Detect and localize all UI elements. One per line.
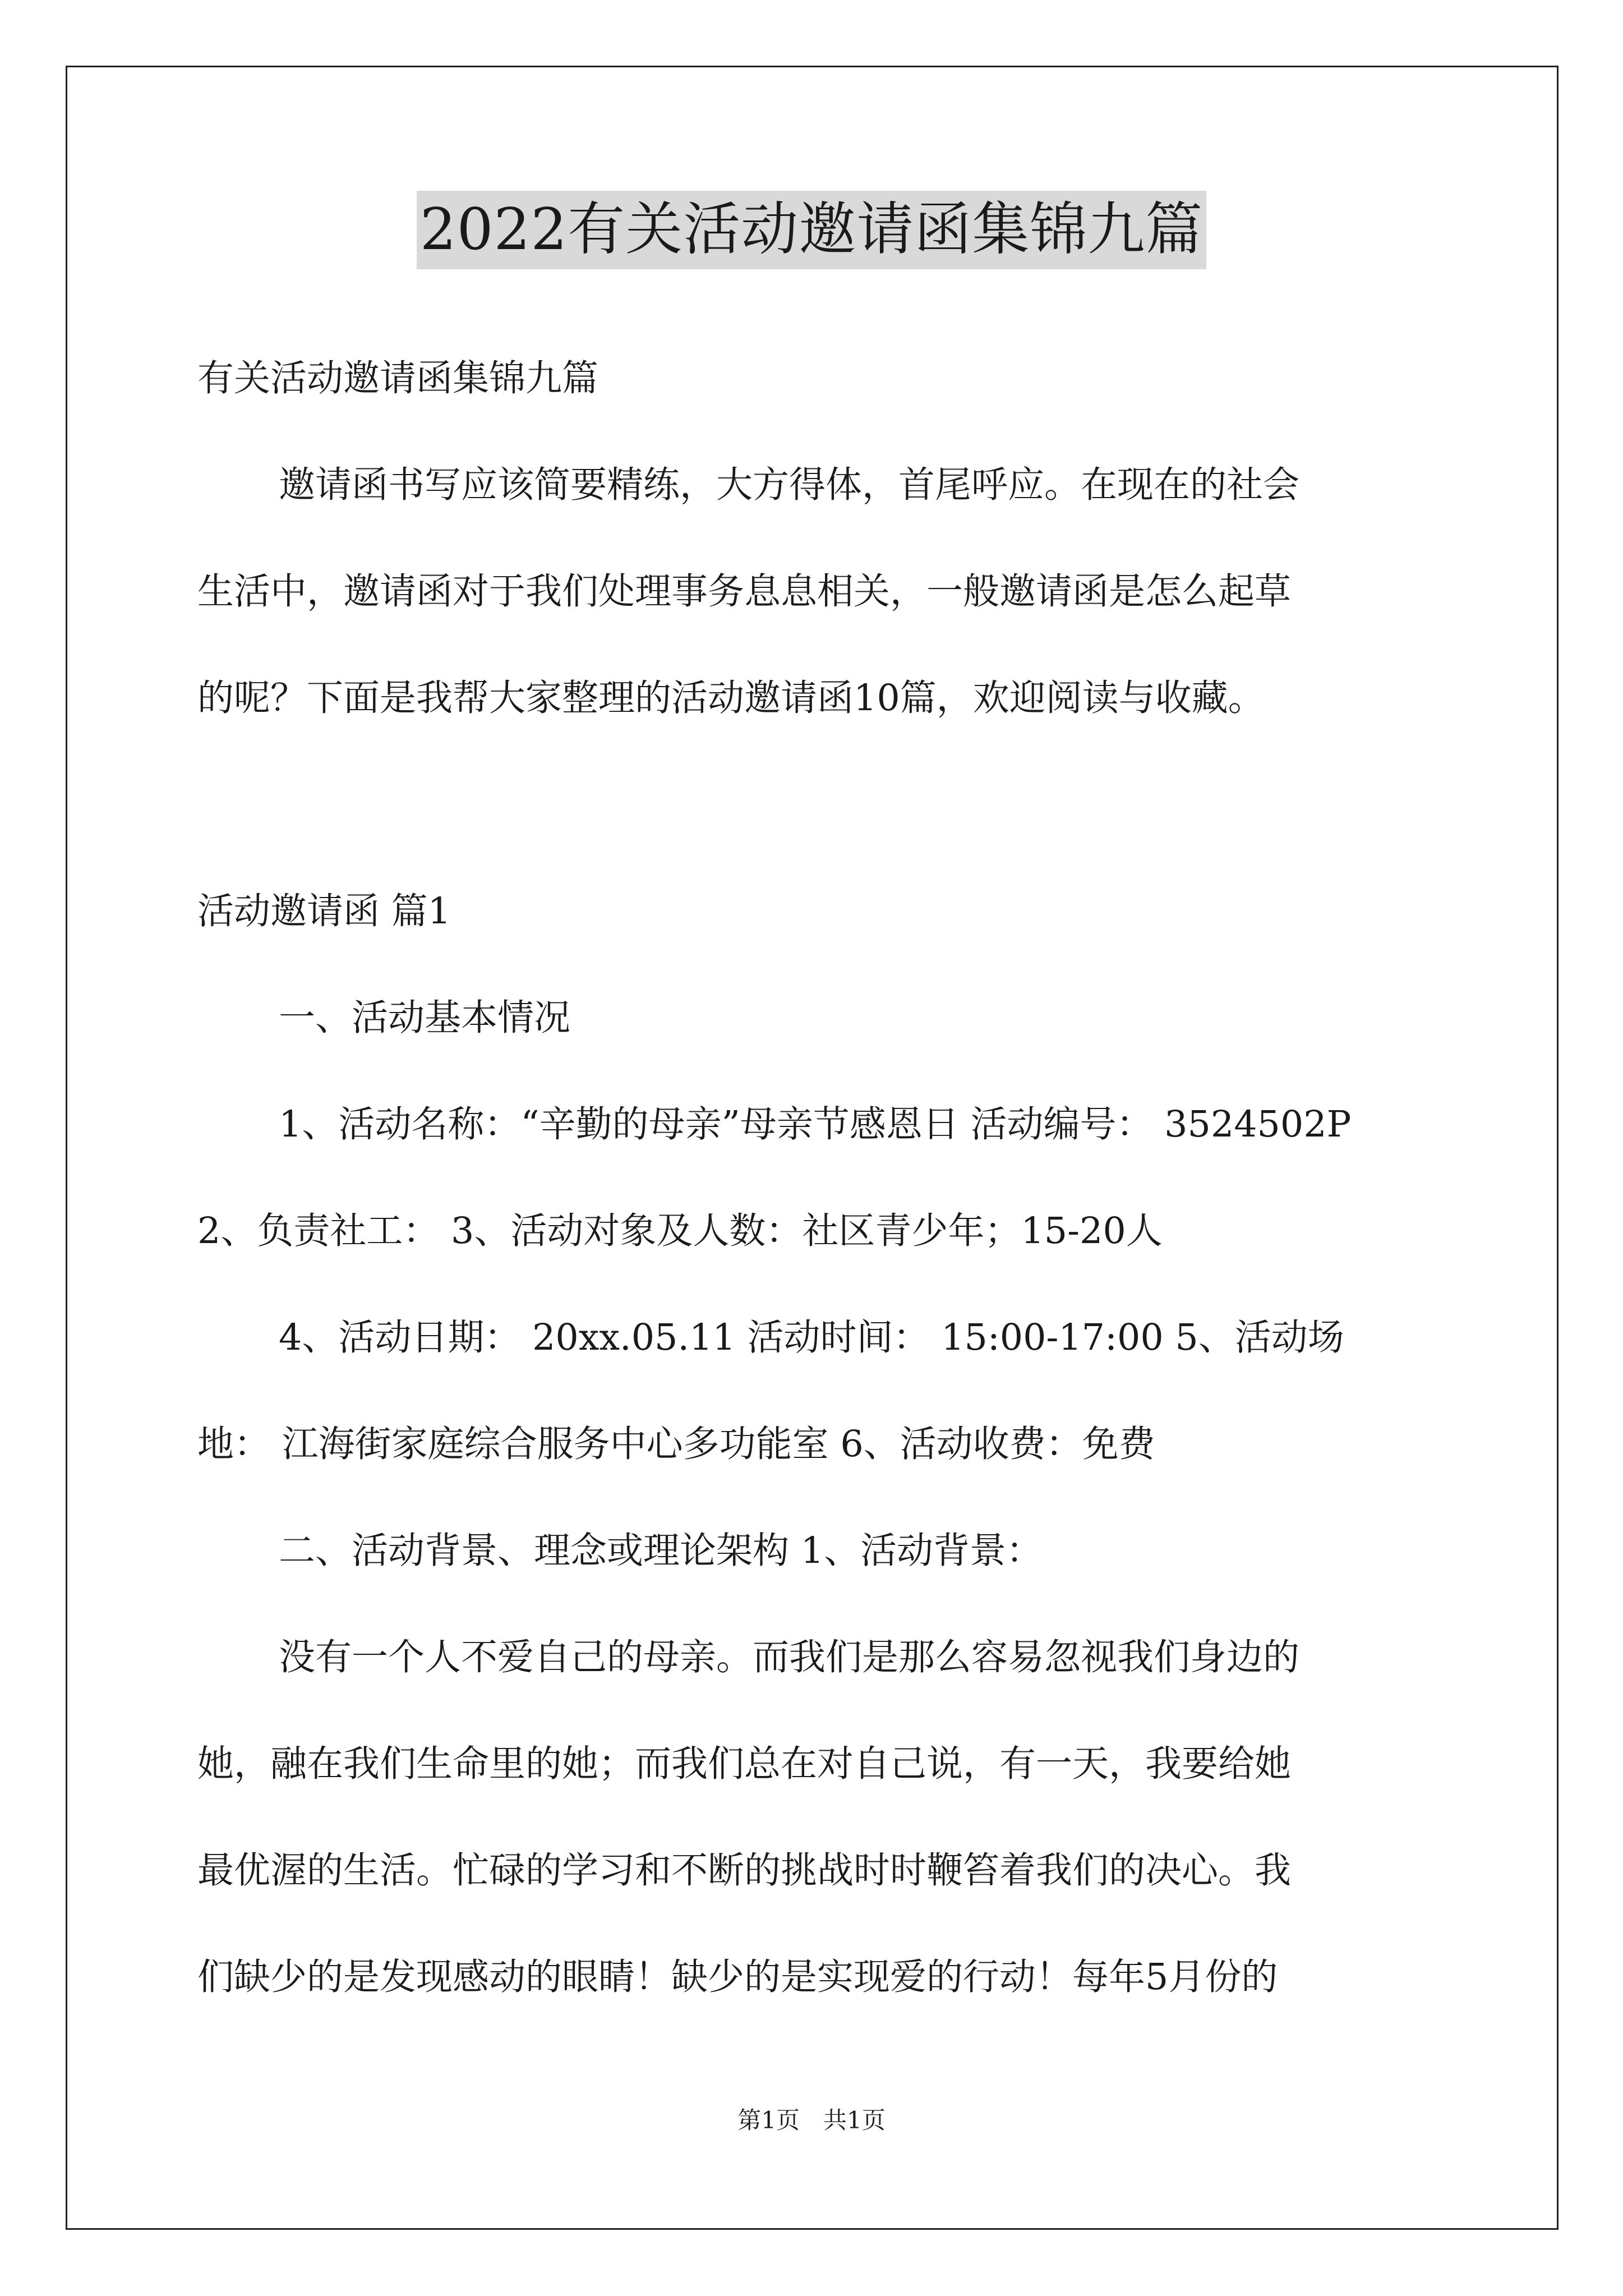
- title-container: [0, 191, 1623, 269]
- body-line: 1、活动名称：“辛勤的母亲”母亲节感恩日 活动编号： 3524502P: [279, 1103, 1352, 1145]
- intro-line: 生活中，邀请函对于我们处理事务息息相关，一般邀请函是怎么起草: [197, 570, 1292, 613]
- intro-line: 的呢？下面是我帮大家整理的活动邀请函10篇，欢迎阅读与收藏。: [197, 677, 1265, 719]
- document-title: 2022有关活动邀请函集锦九篇: [417, 191, 1207, 269]
- subtitle: 有关活动邀请函集锦九篇: [197, 357, 599, 399]
- intro-line: 邀请函书写应该简要精练，大方得体，首尾呼应。在现在的社会: [279, 464, 1300, 506]
- section-heading: 活动邀请函 篇1: [197, 890, 451, 932]
- body-line: 4、活动日期： 20xx.05.11 活动时间： 15:00-17:00 5、活动场: [279, 1317, 1344, 1359]
- body-line: 最优渥的生活。忙碌的学习和不断的挑战时时鞭笞着我们的决心。我: [197, 1849, 1292, 1892]
- body-line: 们缺少的是发现感动的眼睛！缺少的是实现爱的行动！每年5月份的: [197, 1956, 1278, 1998]
- body-line: 没有一个人不爱自己的母亲。而我们是那么容易忽视我们身边的: [279, 1636, 1300, 1678]
- body-line: 2、负责社工： 3、活动对象及人数：社区青少年；15-20人: [197, 1210, 1163, 1252]
- body-line: 二、活动背景、理念或理论架构 1、活动背景：: [279, 1530, 1043, 1572]
- body-line: 她，融在我们生命里的她；而我们总在对自己说，有一天，我要给她: [197, 1743, 1292, 1785]
- page-footer: 第1页 共1页: [737, 2106, 886, 2134]
- body-line: 地： 江海街家庭综合服务中心多功能室 6、活动收费：免费: [197, 1423, 1155, 1465]
- body-line: 一、活动基本情况: [279, 997, 571, 1039]
